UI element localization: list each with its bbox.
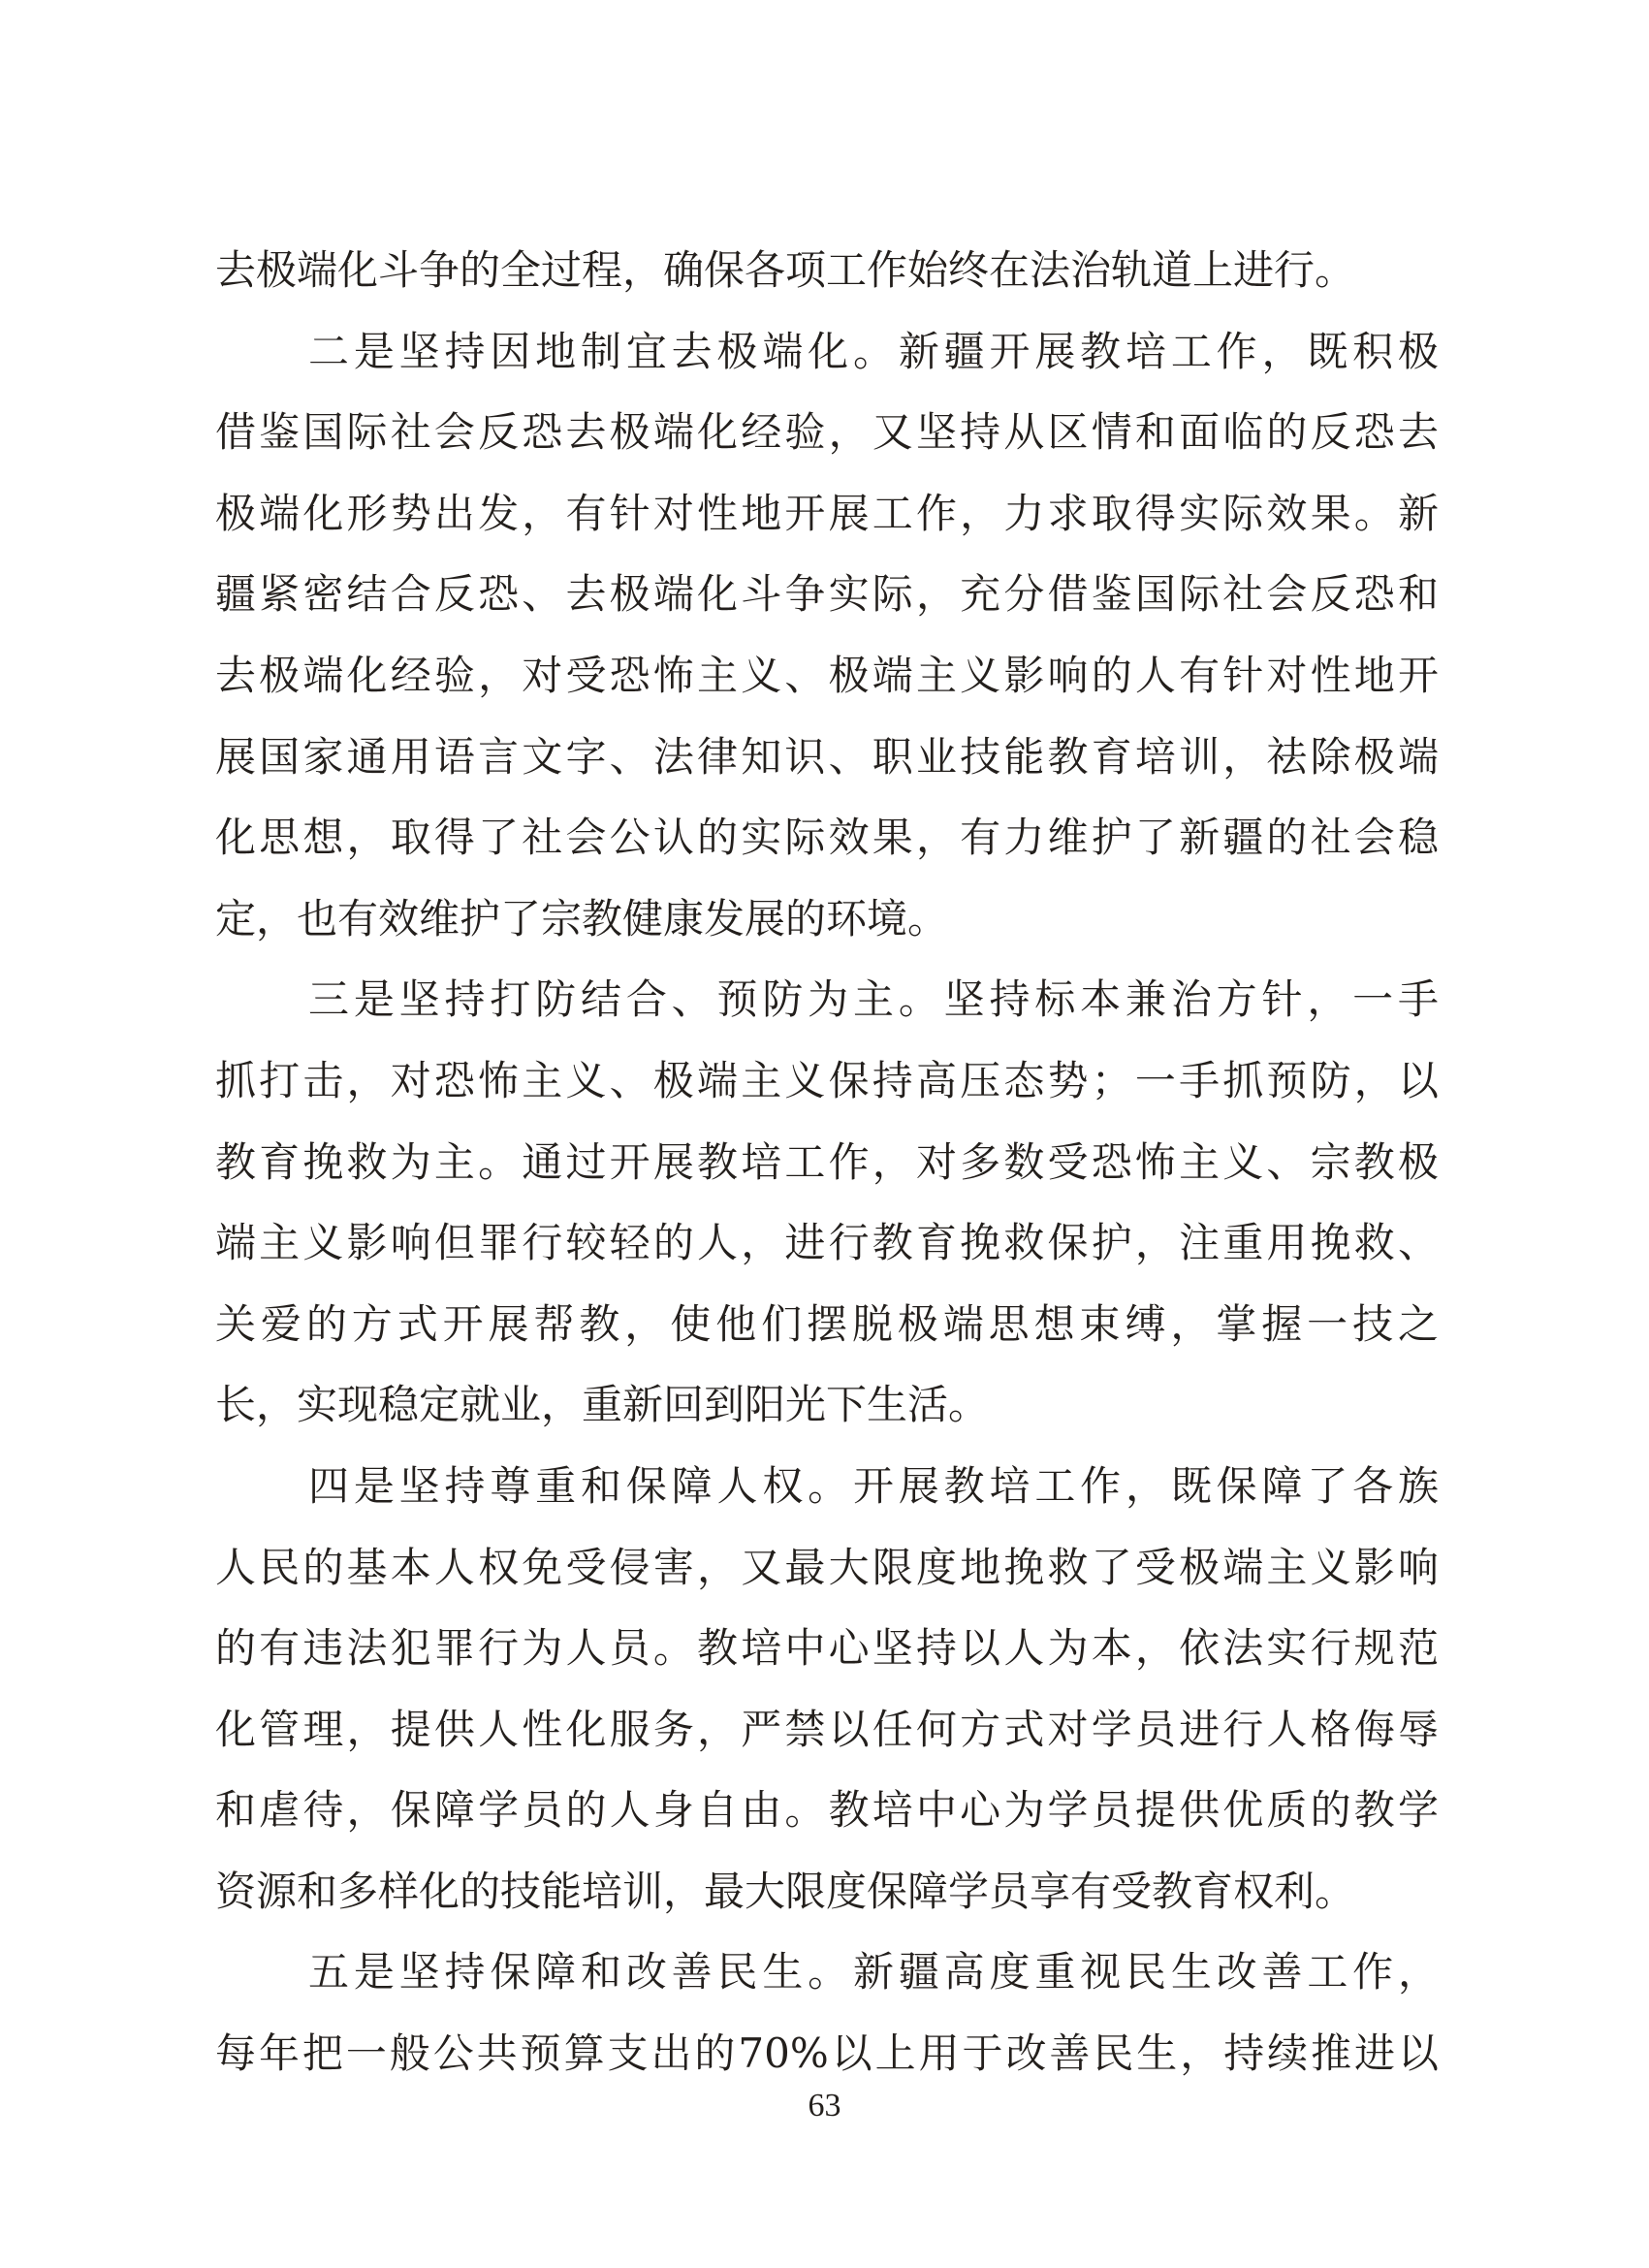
text-line: 和虐待，保障学员的人身自由。教培中心为学员提供优质的教学 [215, 1786, 1439, 1835]
text-line: 资源和多样化的技能培训，最大限度保障学员享有受教育权利。 [215, 1867, 1356, 1915]
text-line: 极端化形势出发，有针对性地开展工作，力求取得实际效果。新 [215, 489, 1439, 537]
text-line: 的有违法犯罪行为人员。教培中心坚持以人为本，依法实行规范 [215, 1624, 1439, 1673]
paragraph-first-line: 五是坚持保障和改善民生。新疆高度重视民生改善工作， [308, 1948, 1439, 1996]
paragraph-first-line: 四是坚持尊重和保障人权。开展教培工作，既保障了各族 [308, 1461, 1439, 1510]
text-line: 每年把一般公共预算支出的70%以上用于改善民生，持续推进以 [215, 2029, 1439, 2078]
text-line: 教育挽救为主。通过开展教培工作，对多数受恐怖主义、宗教极 [215, 1137, 1439, 1186]
text-line: 关爱的方式开展帮教，使他们摆脱极端思想束缚，掌握一技之 [215, 1299, 1439, 1348]
text-line: 长，实现稳定就业，重新回到阳光下生活。 [215, 1381, 990, 1429]
text-line: 化思想，取得了社会公认的实际效果，有力维护了新疆的社会稳 [215, 814, 1439, 862]
text-line: 化管理，提供人性化服务，严禁以任何方式对学员进行人格侮辱 [215, 1705, 1439, 1753]
paragraph-first-line: 三是坚持打防结合、预防为主。坚持标本兼治方针，一手 [308, 975, 1439, 1024]
text-line: 端主义影响但罪行较轻的人，进行教育挽救保护，注重用挽救、 [215, 1219, 1439, 1267]
page-number: 63 [808, 2088, 841, 2124]
paragraph-first-line: 二是坚持因地制宜去极端化。新疆开展教培工作，既积极 [308, 327, 1439, 375]
text-line: 疆紧密结合反恐、去极端化斗争实际，充分借鉴国际社会反恐和 [215, 570, 1439, 619]
text-line: 人民的基本人权免受侵害，又最大限度地挽救了受极端主义影响 [215, 1543, 1439, 1591]
text-line: 定，也有效维护了宗教健康发展的环境。 [215, 894, 949, 942]
text-line: 去极端化经验，对受恐怖主义、极端主义影响的人有针对性地开 [215, 651, 1439, 699]
text-line: 抓打击，对恐怖主义、极端主义保持高压态势；一手抓预防，以 [215, 1056, 1439, 1104]
text-line: 去极端化斗争的全过程，确保各项工作始终在法治轨道上进行。 [215, 246, 1356, 294]
text-line: 借鉴国际社会反恐去极端化经验，又坚持从区情和面临的反恐去 [215, 408, 1439, 457]
body-text [215, 230, 1439, 2094]
text-line: 展国家通用语言文字、法律知识、职业技能教育培训，祛除极端 [215, 732, 1439, 781]
